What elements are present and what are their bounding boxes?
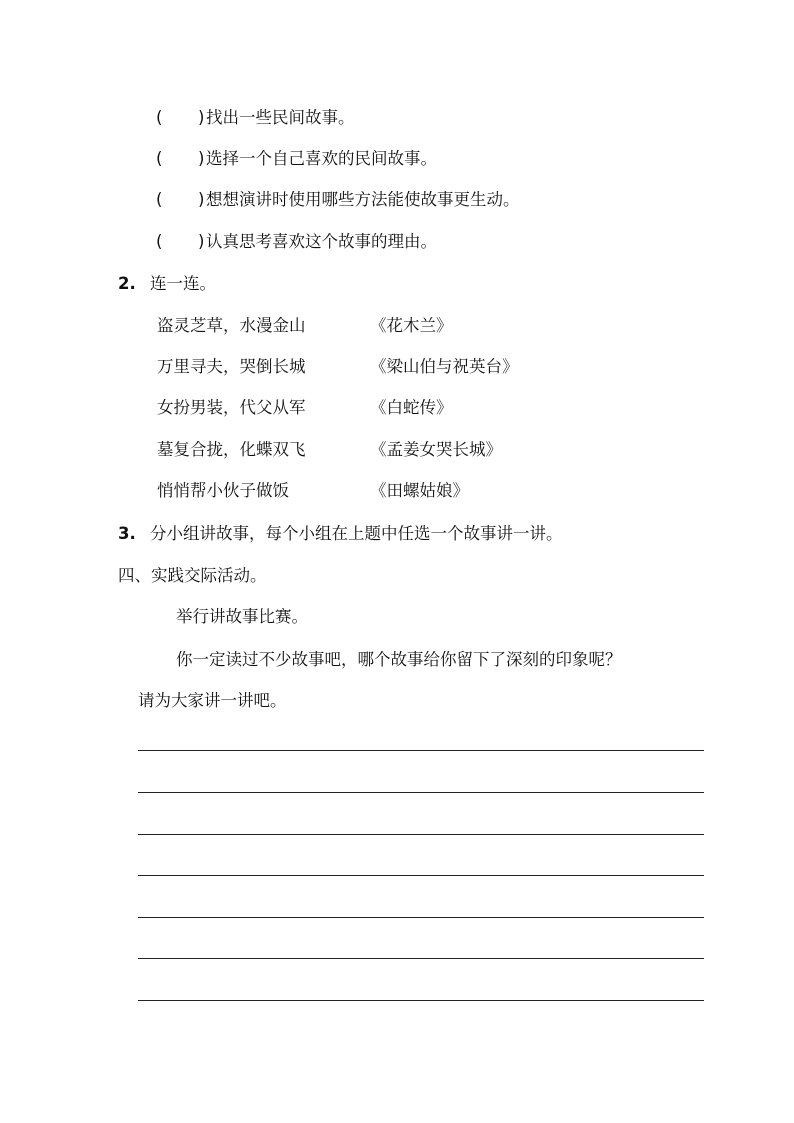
answer-blank-open[interactable]: ( [156,232,163,251]
match-left-item[interactable]: 女扮男装，代父从军 [157,398,306,417]
ordering-item-text: 想想演讲时使用哪些方法能使故事更生动。 [206,190,520,209]
writing-line[interactable] [138,792,704,793]
section-heading: 四、实践交际活动。 [118,566,267,585]
question-title: 连一连。 [150,274,216,293]
answer-blank-close: ) [198,190,205,209]
match-left-item[interactable]: 墓复合拢，化蝶双飞 [157,440,306,459]
answer-blank-close: ) [198,232,205,251]
writing-line[interactable] [138,917,704,918]
writing-line[interactable] [138,1000,704,1001]
prompt-text: 你一定读过不少故事吧，哪个故事给你留下了深刻的印象呢？ [176,650,622,669]
prompt-text: 请为大家讲一讲吧。 [138,691,287,710]
question-number: 2. [118,274,136,293]
ordering-item-text: 认真思考喜欢这个故事的理由。 [206,232,437,251]
writing-line[interactable] [138,750,704,751]
answer-blank-close: ) [198,149,205,168]
match-right-item[interactable]: 《花木兰》 [370,316,453,335]
match-left-item[interactable]: 悄悄帮小伙子做饭 [157,481,289,500]
match-left-item[interactable]: 盗灵芝草，水漫金山 [157,316,306,335]
match-right-item[interactable]: 《梁山伯与祝英台》 [370,357,519,376]
activity-title: 举行讲故事比赛。 [176,607,308,626]
match-right-item[interactable]: 《白蛇传》 [370,398,453,417]
ordering-item-text: 找出一些民间故事。 [206,108,355,127]
writing-line[interactable] [138,834,704,835]
match-right-item[interactable]: 《田螺姑娘》 [370,481,469,500]
match-right-item[interactable]: 《孟姜女哭长城》 [370,440,502,459]
question-number: 3. [118,524,136,543]
answer-blank-open[interactable]: ( [156,108,163,127]
writing-line[interactable] [138,958,704,959]
question-text: 分小组讲故事，每个小组在上题中任选一个故事讲一讲。 [150,524,563,543]
answer-blank-open[interactable]: ( [156,190,163,209]
writing-line[interactable] [138,875,704,876]
answer-blank-close: ) [198,108,205,127]
answer-blank-open[interactable]: ( [156,149,163,168]
ordering-item-text: 选择一个自己喜欢的民间故事。 [206,149,437,168]
match-left-item[interactable]: 万里寻夫，哭倒长城 [157,357,306,376]
